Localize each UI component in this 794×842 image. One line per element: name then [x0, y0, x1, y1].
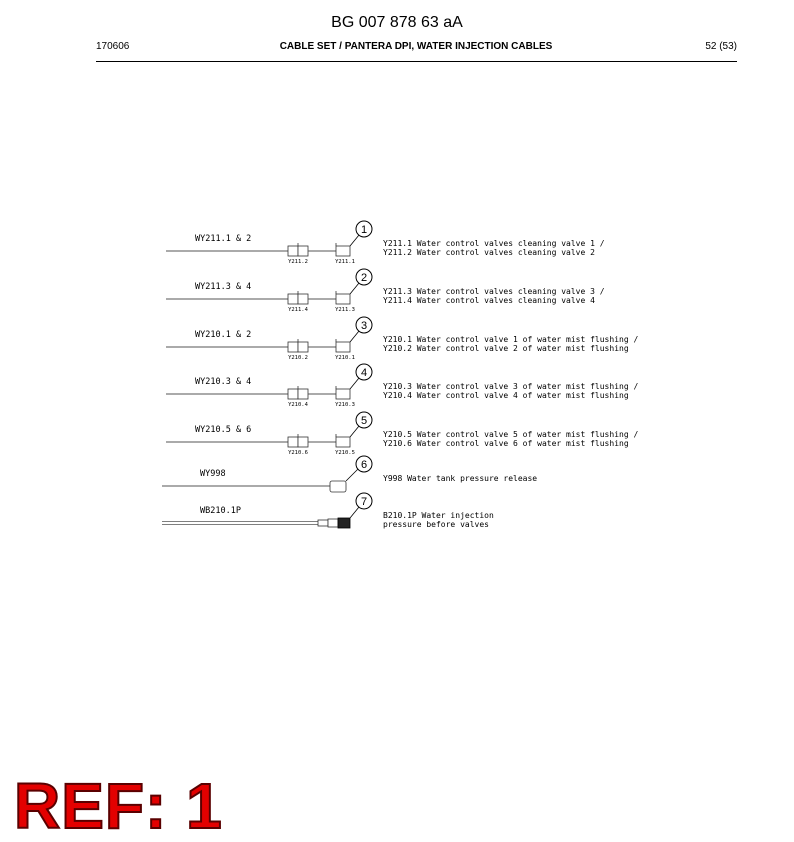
plug-label: Y210.1: [335, 355, 355, 361]
cable-description: B210.1P Water injection: [383, 511, 494, 520]
connector: [336, 294, 350, 304]
plug-label: Y211.2: [288, 259, 308, 265]
cable-name: WY210.3 & 4: [195, 377, 252, 387]
plug-label: Y211.1: [335, 259, 355, 265]
cable-description: Y210.3 Water control valve 3 of water mist flushing /: [383, 382, 639, 391]
callout-number: 6: [360, 459, 368, 471]
connector: [288, 294, 298, 304]
connector: [288, 342, 298, 352]
callout-leader: [346, 469, 358, 481]
cable-description: Y211.3 Water control valves cleaning valve 3 /: [383, 287, 605, 296]
callout-number: 7: [360, 496, 368, 508]
connector: [298, 246, 308, 256]
callout-leader: [350, 331, 359, 342]
callout-number: 3: [360, 320, 368, 332]
cable-description: Y998 Water tank pressure release: [383, 474, 538, 483]
callout-number: 2: [360, 272, 368, 284]
connector: [318, 520, 328, 526]
connector: [336, 437, 350, 447]
callout-leader: [350, 378, 359, 389]
date-code: 170606: [96, 41, 130, 52]
plug-label: Y210.6: [288, 450, 308, 456]
connector: [336, 246, 350, 256]
cable-name: WY998: [200, 469, 226, 479]
cable-description: Y211.1 Water control valves cleaning valve 1 /: [383, 239, 605, 248]
callout-number: 4: [360, 367, 368, 379]
cable-description: Y210.6 Water control valve 6 of water mist flushing: [383, 439, 629, 448]
sensor-plug: [338, 518, 350, 528]
callout-number: 1: [360, 224, 368, 236]
callout-leader: [350, 507, 359, 518]
plug-label: Y210.3: [335, 402, 355, 408]
cable-description: Y210.4 Water control valve 4 of water mist flushing: [383, 391, 629, 400]
cable-description: Y210.2 Water control valve 2 of water mist flushing: [383, 344, 629, 353]
cable-name: WY210.1 & 2: [195, 330, 252, 340]
cable-name: WY210.5 & 6: [195, 425, 252, 435]
document-number: BG 007 878 63 aA: [331, 14, 463, 31]
cable-name: WY211.1 & 2: [195, 234, 252, 244]
plug-label: Y210.5: [335, 450, 355, 456]
cable-description: pressure before valves: [383, 520, 489, 529]
connector: [328, 519, 338, 527]
connector: [288, 389, 298, 399]
connector: [298, 294, 308, 304]
connector: [288, 246, 298, 256]
page-title: CABLE SET / PANTERA DPI, WATER INJECTION CABLES: [279, 41, 553, 52]
connector: [298, 389, 308, 399]
cable-description: Y211.2 Water control valves cleaning valve 2: [383, 248, 595, 257]
cable-description: Y211.4 Water control valves cleaning valve 4: [383, 296, 595, 305]
connector: [330, 481, 346, 492]
cable-description: Y210.1 Water control valve 1 of water mist flushing /: [383, 335, 639, 344]
callout-leader: [350, 283, 359, 294]
plug-label: Y211.4: [288, 307, 308, 313]
callout-leader: [350, 426, 359, 437]
cable-name: WY211.3 & 4: [195, 282, 252, 292]
cable-description: Y210.5 Water control valve 5 of water mist flushing /: [383, 430, 639, 439]
connector: [288, 437, 298, 447]
page-number: 52 (53): [705, 41, 737, 52]
cable-name: WB210.1P: [200, 506, 241, 516]
ref-stamp: REF: 1: [14, 770, 223, 842]
callout-number: 5: [360, 415, 368, 427]
connector: [336, 389, 350, 399]
plug-label: Y210.2: [288, 355, 308, 361]
connector: [336, 342, 350, 352]
plug-label: Y210.4: [288, 402, 308, 408]
callout-leader: [350, 235, 359, 246]
connector: [298, 342, 308, 352]
plug-label: Y211.3: [335, 307, 355, 313]
connector: [298, 437, 308, 447]
